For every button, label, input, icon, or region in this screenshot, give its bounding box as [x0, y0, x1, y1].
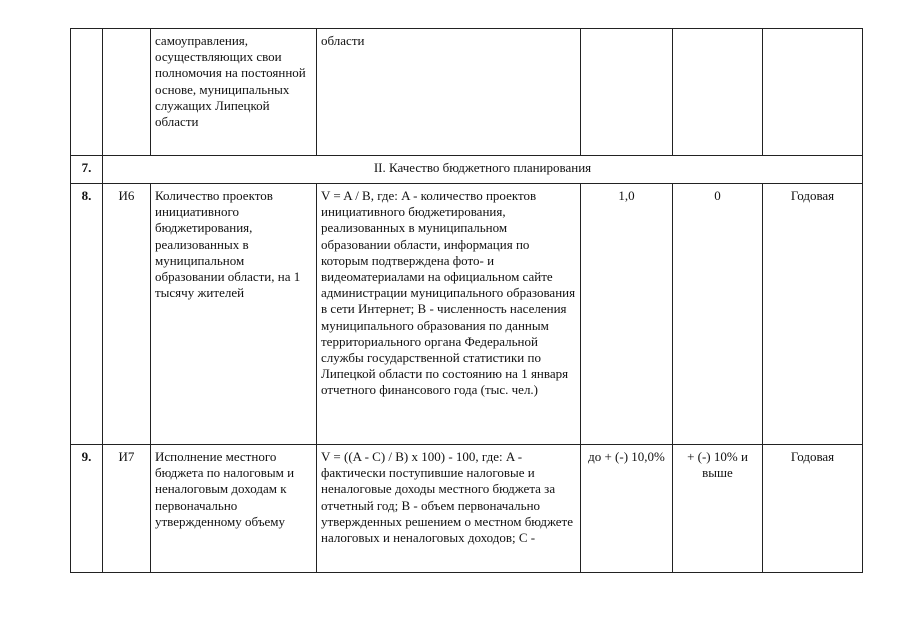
indicator-code — [103, 29, 151, 156]
indicators-table — [70, 28, 863, 573]
section-row — [71, 156, 863, 184]
target-value: 1,0 — [581, 184, 673, 445]
indicator-code: И7 — [103, 445, 151, 573]
period: Годовая — [763, 445, 863, 573]
section-title: II. Качество бюджетного планирования — [103, 156, 863, 184]
indicator-formula: V = A / B, где: A - количество проектов инициативного бюджетирования, реализованных в муниципальном образовании области, информация по которым подтверждена фото- и видеоматериалами на официальном сайте администрации муниципального образования в сети Интернет; B - численность населения муниципального образования по данным территориального органа Федеральной службы государственной статистики по Липецкой области по состоянию на 1 января отчетного финансового года (тыс. чел.) — [317, 184, 581, 445]
indicator-name: Количество проектов инициативного бюджетирования, реализованных в муниципальном образовании области, на 1 тысячу жителей — [151, 184, 317, 445]
indicator-name: Исполнение местного бюджета по налоговым и неналоговым доходам к первоначально утвержденному объему — [151, 445, 317, 573]
table-row — [71, 184, 863, 445]
row-number — [71, 29, 103, 156]
table-row — [71, 445, 863, 573]
threshold-value: + (-) 10% и выше — [673, 445, 763, 573]
target-value — [581, 29, 673, 156]
indicator-formula: области — [317, 29, 581, 156]
threshold-value: 0 — [673, 184, 763, 445]
threshold-value — [673, 29, 763, 156]
row-number: 8. — [71, 184, 103, 445]
row-number: 9. — [71, 445, 103, 573]
table-row — [71, 29, 863, 156]
period: Годовая — [763, 184, 863, 445]
period — [763, 29, 863, 156]
target-value: до + (-) 10,0% — [581, 445, 673, 573]
indicator-name: самоуправления, осуществляющих свои полномочия на постоянной основе, муниципальных служащих Липецкой области — [151, 29, 317, 156]
indicator-formula: V = ((A - C) / B) x 100) - 100, где: A - фактически поступившие налоговые и неналоговые доходы местного бюджета за отчетный год; B - объем первоначально утвержденных решением о местном бюджете налоговых и неналоговых доходов; C - — [317, 445, 581, 573]
row-number: 7. — [71, 156, 103, 184]
indicator-code: И6 — [103, 184, 151, 445]
